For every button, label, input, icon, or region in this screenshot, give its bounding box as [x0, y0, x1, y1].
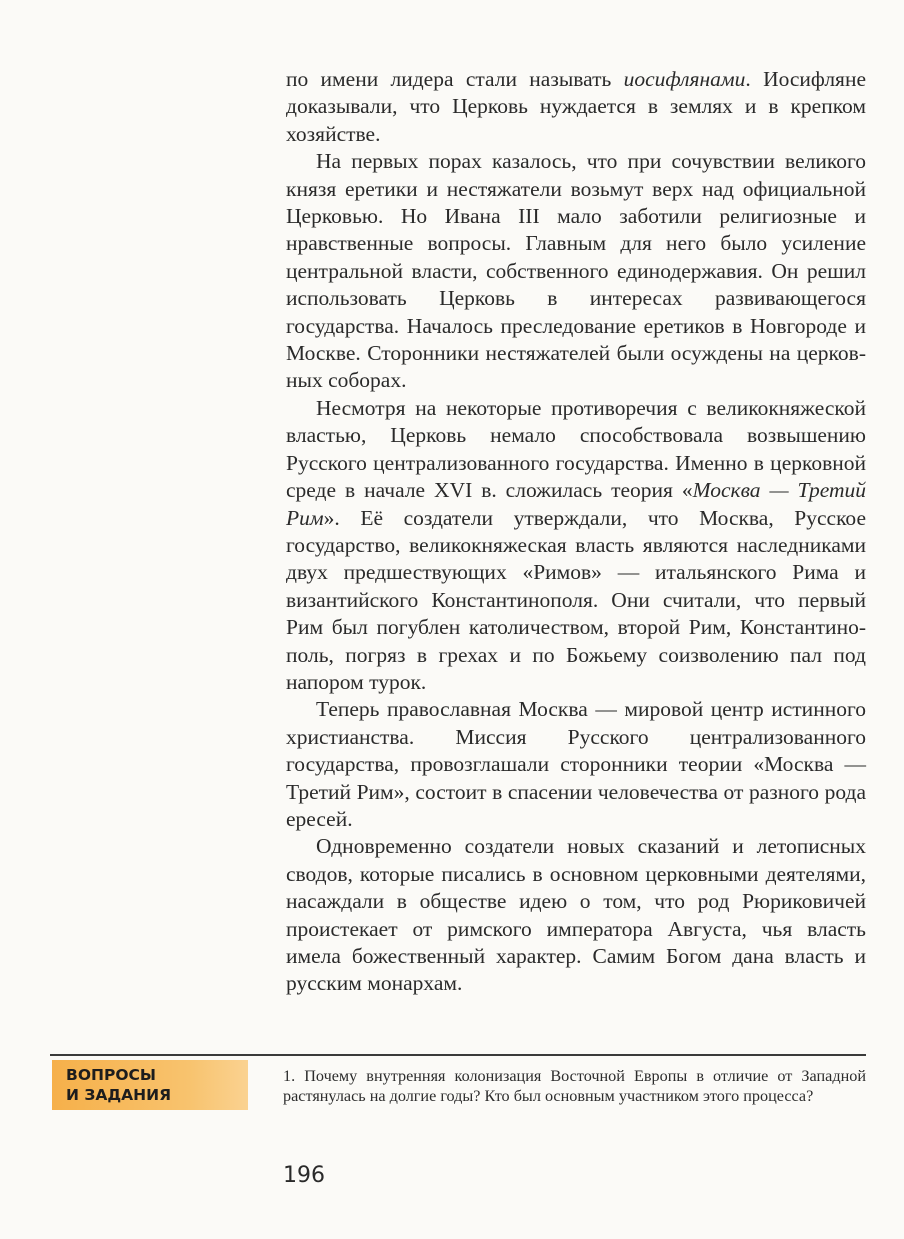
paragraph-1 — [286, 66, 866, 148]
paragraph-3-end: ». Её создатели утверждали, что Москва, Русское государство, великокняжеская власть являются наследниками двух предшествующих «Римов» — итальянского Рима и византийского Константинополя. Они считали, что первый Рим был погублен католичеством, второй Рим, Константинополь, погряз в грехах и по Божьему соизволению пал под напором турок. — [286, 505, 866, 694]
term-moscow-third-rome: Москва — Третий Рим — [286, 478, 867, 530]
questions-label-box — [52, 1060, 248, 1110]
questions-label — [66, 1065, 171, 1105]
paragraph-2: На первых порах казалось, что при сочувствии великого князя еретики и нестяжатели возьмут верх над официальной Церковью. Но Ивана III мало заботили религиозные и нравственные вопросы. Главным для него было усиление центральной власти, собственного единодержавия. Он решил использовать Церковь в интересах развивающегося государства. Началось преследование еретиков в Новгороде и Москве. Сторонники нестяжателей были осуждены на церковных соборах. — [286, 149, 866, 393]
paragraph-4: Теперь православная Москва — мировой центр истинного христианства. Миссия Русского централизованного государства, провозглашали сторонники теории «Москва — Третий Рим», состоит в спасении человечества от разного рода ересей. — [286, 697, 866, 831]
paragraph-3 — [286, 395, 866, 696]
paragraph-5: Одновременно создатели новых сказаний и летописных сводов, которые писались в основном церковными деятелями, насаждали в обществе идею о том, что род Рюриковичей проистекает от римского императора Августа, чья власть имела божественный характер. Самим Богом дана власть и русским монархам. — [286, 834, 866, 996]
paragraph-1-start: по имени лидера стали называть — [286, 67, 624, 91]
questions-label-line-1: ВОПРОСЫ — [66, 1066, 156, 1084]
page-number: 196 — [283, 1163, 325, 1188]
questions-label-line-2: И ЗАДАНИЯ — [66, 1086, 172, 1104]
paragraph-1-end: . Иосифляне доказывали, что Церковь нуждается в землях и в крепком хозяйстве. — [286, 67, 866, 146]
main-text — [286, 66, 866, 998]
section-divider — [50, 1054, 866, 1056]
paragraph-3-start: Несмотря на некоторые противоречия с великокняжеской властью, Церковь немало способствовала возвышению Русского централизованного государства. Именно в церковной среде в начале XVI в. сложилась теория « — [286, 395, 866, 503]
term-iosiflyane: иосифлянами — [623, 67, 746, 91]
question-1: 1. Почему внутренняя колонизация Восточной Европы в отличие от Западной растянулась на долгие годы? Кто был основным участником этого процесса? — [283, 1067, 866, 1105]
